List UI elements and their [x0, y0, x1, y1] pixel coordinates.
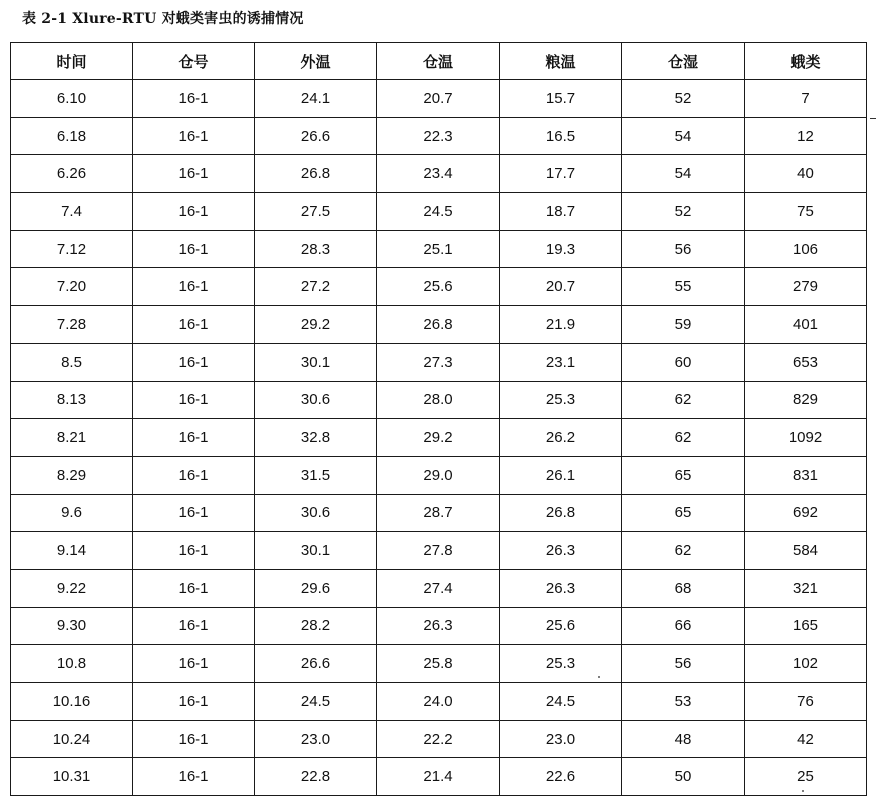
table-row: [11, 80, 867, 118]
table-cell: 54: [622, 155, 745, 193]
table-cell: 50: [622, 758, 745, 796]
table-cell: 28.0: [377, 381, 500, 419]
table-cell: 16-1: [133, 683, 255, 721]
table-cell: 653: [745, 343, 867, 381]
table-cell: 7.4: [11, 193, 133, 231]
table-cell: 16-1: [133, 720, 255, 758]
table-row: [11, 645, 867, 683]
table-cell: 26.2: [500, 419, 622, 457]
table-cell: 1092: [745, 419, 867, 457]
table-row: [11, 532, 867, 570]
table-cell: 25.3: [500, 381, 622, 419]
table-cell: 10.24: [11, 720, 133, 758]
table-row: [11, 456, 867, 494]
table-cell: 9.30: [11, 607, 133, 645]
table-cell: 42: [745, 720, 867, 758]
table-row: [11, 381, 867, 419]
table-cell: 55: [622, 268, 745, 306]
table-cell: 279: [745, 268, 867, 306]
table-cell: 62: [622, 419, 745, 457]
header-bin-number: 仓号: [133, 43, 255, 80]
table-cell: 52: [622, 193, 745, 231]
table-cell: 165: [745, 607, 867, 645]
table-cell: 10.31: [11, 758, 133, 796]
header-bin-humidity: 仓湿: [622, 43, 745, 80]
table-cell: 27.8: [377, 532, 500, 570]
table-cell: 24.5: [500, 683, 622, 721]
table-cell: 16-1: [133, 306, 255, 344]
table-cell: 28.2: [255, 607, 377, 645]
header-grain-temp: 粮温: [500, 43, 622, 80]
table-cell: 24.0: [377, 683, 500, 721]
table-caption: 表 2-1 Xlure-RTU 对蛾类害虫的诱捕情况: [22, 11, 304, 27]
table-cell: 584: [745, 532, 867, 570]
table-cell: 22.6: [500, 758, 622, 796]
table-cell: 16-1: [133, 758, 255, 796]
table-cell: 31.5: [255, 456, 377, 494]
table-cell: 12: [745, 117, 867, 155]
table-cell: 22.8: [255, 758, 377, 796]
table-row: [11, 607, 867, 645]
table-cell: 23.0: [500, 720, 622, 758]
table-cell: 15.7: [500, 80, 622, 118]
table-cell: 23.4: [377, 155, 500, 193]
table-cell: 26.6: [255, 117, 377, 155]
table-row: [11, 720, 867, 758]
table-cell: 106: [745, 230, 867, 268]
table-cell: 8.29: [11, 456, 133, 494]
table-cell: 30.1: [255, 532, 377, 570]
table-cell: 10.8: [11, 645, 133, 683]
table-cell: 29.6: [255, 569, 377, 607]
table-cell: 29.2: [377, 419, 500, 457]
table-cell: 6.26: [11, 155, 133, 193]
table-cell: 16.5: [500, 117, 622, 155]
table-cell: 692: [745, 494, 867, 532]
table-cell: 26.3: [500, 532, 622, 570]
table-cell: 60: [622, 343, 745, 381]
table-cell: 32.8: [255, 419, 377, 457]
table-cell: 16-1: [133, 456, 255, 494]
table-cell: 16-1: [133, 569, 255, 607]
table-row: [11, 419, 867, 457]
margin-mark: [870, 118, 876, 119]
table-cell: 6.10: [11, 80, 133, 118]
table-header-row: [11, 43, 867, 80]
table-cell: 10.16: [11, 683, 133, 721]
header-bin-temp: 仓温: [377, 43, 500, 80]
table-cell: 24.1: [255, 80, 377, 118]
table-cell: 68: [622, 569, 745, 607]
table-row: [11, 306, 867, 344]
table-cell: 9.22: [11, 569, 133, 607]
table-cell: 26.8: [377, 306, 500, 344]
table-cell: 25: [745, 758, 867, 796]
table-cell: 18.7: [500, 193, 622, 231]
header-outside-temp: 外温: [255, 43, 377, 80]
table-cell: 9.6: [11, 494, 133, 532]
table-cell: 9.14: [11, 532, 133, 570]
table-cell: 7: [745, 80, 867, 118]
table-cell: 59: [622, 306, 745, 344]
table-cell: 26.6: [255, 645, 377, 683]
table-cell: 66: [622, 607, 745, 645]
table-cell: 26.8: [255, 155, 377, 193]
table-row: [11, 117, 867, 155]
table-row: [11, 193, 867, 231]
table-row: [11, 494, 867, 532]
table-cell: 401: [745, 306, 867, 344]
table-cell: 30.6: [255, 381, 377, 419]
table-cell: 16-1: [133, 381, 255, 419]
table-cell: 28.7: [377, 494, 500, 532]
table-cell: 65: [622, 494, 745, 532]
table-cell: 8.13: [11, 381, 133, 419]
table-cell: 54: [622, 117, 745, 155]
table-cell: 6.18: [11, 117, 133, 155]
table-cell: 25.6: [500, 607, 622, 645]
table-cell: 8.5: [11, 343, 133, 381]
table-cell: 26.3: [377, 607, 500, 645]
table-cell: 21.4: [377, 758, 500, 796]
table-cell: 16-1: [133, 80, 255, 118]
table-cell: 25.6: [377, 268, 500, 306]
table-cell: 7.12: [11, 230, 133, 268]
table-cell: 26.8: [500, 494, 622, 532]
table-cell: 16-1: [133, 230, 255, 268]
table-cell: 16-1: [133, 343, 255, 381]
table-cell: 16-1: [133, 607, 255, 645]
table-cell: 20.7: [500, 268, 622, 306]
table-cell: 22.2: [377, 720, 500, 758]
header-moth-count: 蛾类: [745, 43, 867, 80]
table-cell: 16-1: [133, 155, 255, 193]
table-cell: 26.1: [500, 456, 622, 494]
scan-speck: [802, 790, 804, 792]
table-cell: 16-1: [133, 419, 255, 457]
table-cell: 17.7: [500, 155, 622, 193]
table-cell: 16-1: [133, 494, 255, 532]
table-cell: 30.1: [255, 343, 377, 381]
table-cell: 25.3: [500, 645, 622, 683]
table-row: [11, 230, 867, 268]
table-body: [11, 80, 867, 796]
table-cell: 829: [745, 381, 867, 419]
table-row: [11, 268, 867, 306]
table-cell: 76: [745, 683, 867, 721]
table-cell: 48: [622, 720, 745, 758]
table-row: [11, 758, 867, 796]
table-cell: 7.20: [11, 268, 133, 306]
table-cell: 20.7: [377, 80, 500, 118]
table-cell: 23.0: [255, 720, 377, 758]
table-cell: 7.28: [11, 306, 133, 344]
table-cell: 26.3: [500, 569, 622, 607]
table-cell: 831: [745, 456, 867, 494]
table-row: [11, 155, 867, 193]
header-time: 时间: [11, 43, 133, 80]
table-cell: 24.5: [255, 683, 377, 721]
table-cell: 16-1: [133, 117, 255, 155]
table-cell: 56: [622, 230, 745, 268]
trap-data-table: [10, 42, 867, 796]
table-cell: 62: [622, 532, 745, 570]
table-cell: 25.8: [377, 645, 500, 683]
table-cell: 40: [745, 155, 867, 193]
table-row: [11, 343, 867, 381]
table-cell: 102: [745, 645, 867, 683]
table-cell: 27.4: [377, 569, 500, 607]
table-cell: 75: [745, 193, 867, 231]
table-cell: 30.6: [255, 494, 377, 532]
table-cell: 25.1: [377, 230, 500, 268]
table-cell: 27.3: [377, 343, 500, 381]
table-cell: 23.1: [500, 343, 622, 381]
table-cell: 65: [622, 456, 745, 494]
table-row: [11, 683, 867, 721]
table-cell: 16-1: [133, 268, 255, 306]
table-cell: 53: [622, 683, 745, 721]
table-cell: 16-1: [133, 532, 255, 570]
table-cell: 16-1: [133, 645, 255, 683]
table-cell: 321: [745, 569, 867, 607]
table-cell: 29.2: [255, 306, 377, 344]
table-cell: 8.21: [11, 419, 133, 457]
table-cell: 52: [622, 80, 745, 118]
table-cell: 56: [622, 645, 745, 683]
table-cell: 28.3: [255, 230, 377, 268]
table-cell: 27.2: [255, 268, 377, 306]
table-row: [11, 569, 867, 607]
table-cell: 29.0: [377, 456, 500, 494]
table-cell: 22.3: [377, 117, 500, 155]
table-cell: 27.5: [255, 193, 377, 231]
table-cell: 24.5: [377, 193, 500, 231]
table-cell: 62: [622, 381, 745, 419]
table-cell: 16-1: [133, 193, 255, 231]
table-cell: 21.9: [500, 306, 622, 344]
table-cell: 19.3: [500, 230, 622, 268]
scan-speck: [598, 676, 600, 678]
